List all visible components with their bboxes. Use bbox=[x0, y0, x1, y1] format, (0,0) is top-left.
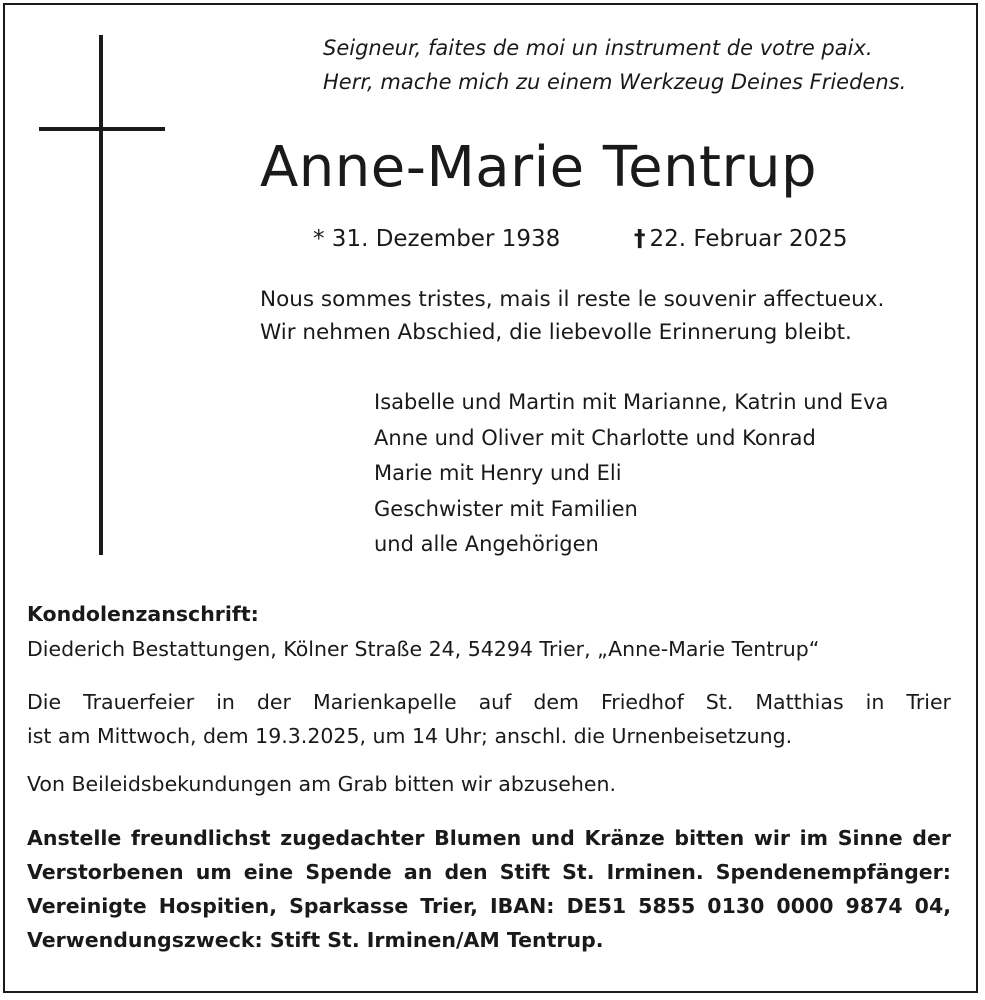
mourning-line-fr: Nous sommes tristes, mais il reste le souvenir affectueux. bbox=[260, 287, 885, 312]
donation-line-3: Vereinigte Hospitien, Sparkasse Trier, IBAN: DE51 5855 0130 0000 9874 04, bbox=[27, 894, 951, 918]
donation-line-1: Anstelle freundlichst zugedachter Blumen und Kränze bitten wir im Sinne der bbox=[27, 826, 951, 850]
donation-line-2: Verstorbenen um eine Spende an den Stift St. Irminen. Spendenempfänger: bbox=[27, 860, 951, 884]
family-member: Marie mit Henry und Eli bbox=[374, 461, 622, 485]
cross-horizontal-bar bbox=[39, 127, 165, 131]
death-date-line bbox=[634, 222, 848, 256]
donation-info bbox=[27, 821, 951, 957]
family-member: Isabelle und Martin mit Marianne, Katrin und Eva bbox=[374, 390, 889, 414]
donation-line-4: Verwendungszweck: Stift St. Irminen/AM Tentrup. bbox=[27, 928, 604, 952]
mourning-text bbox=[260, 283, 884, 349]
family-member: Anne und Oliver mit Charlotte und Konrad bbox=[374, 425, 816, 450]
condolence-address: Diederich Bestattungen, Kölner Straße 24, 54294 Trier, „Anne-Marie Tentrup“ bbox=[27, 637, 820, 661]
grave-note: Von Beileidsbekundungen am Grab bitten wir abzusehen. bbox=[27, 772, 617, 796]
family-member: Geschwister mit Familien bbox=[374, 496, 638, 521]
funeral-line-2: ist am Mittwoch, dem 19.3.2025, um 14 Uhr; anschl. die Urnenbeisetzung. bbox=[27, 724, 793, 748]
family-member: und alle Angehörigen bbox=[374, 532, 599, 556]
deceased-name: Anne-Marie Tentrup bbox=[260, 135, 818, 200]
cross-vertical-bar bbox=[99, 35, 103, 555]
funeral-info bbox=[27, 685, 951, 753]
dagger-icon: † bbox=[634, 226, 646, 252]
mourning-line-de: Wir nehmen Abschied, die liebevolle Erinnerung bleibt. bbox=[260, 320, 852, 345]
death-date: 22. Februar 2025 bbox=[649, 226, 848, 252]
condolence-label: Kondolenzanschrift: bbox=[27, 602, 259, 626]
motto-line-fr: Seigneur, faites de moi un instrument de votre paix. bbox=[323, 36, 873, 60]
motto bbox=[323, 31, 906, 99]
funeral-line-1: Die Trauerfeier in der Marienkapelle auf dem Friedhof St. Matthias in Trier bbox=[27, 690, 951, 714]
family-list bbox=[374, 385, 888, 563]
birth-date: * 31. Dezember 1938 bbox=[313, 226, 561, 252]
motto-line-de: Herr, mache mich zu einem Werkzeug Deines Friedens. bbox=[323, 70, 907, 94]
